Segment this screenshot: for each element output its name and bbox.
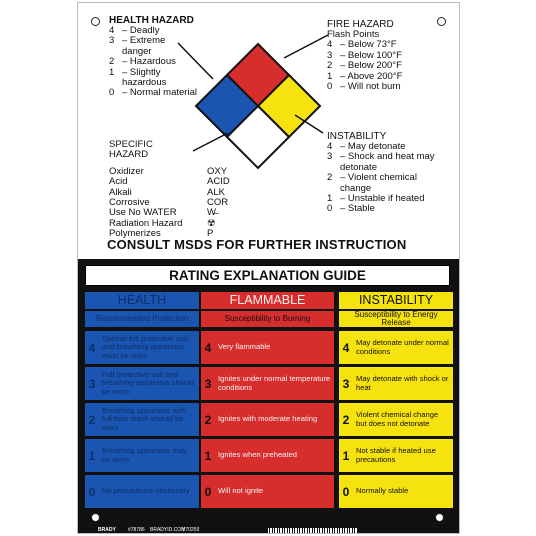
flammable-column-title: FLAMMABLE (201, 292, 334, 309)
flammable-column-header (201, 292, 334, 327)
specific-hazard-section (109, 140, 249, 240)
instability-list (327, 142, 447, 215)
mount-hole-bottom-left (91, 513, 100, 522)
instability-item: 1 – Unstable if heated (327, 193, 425, 205)
flash-points-label: Flash Points (327, 29, 380, 40)
fire-hazard-title: FIRE HAZARD (327, 19, 394, 30)
flammable-row: 2 Ignites with moderate heating (201, 403, 334, 436)
sign-footer (78, 526, 460, 534)
instability-row: 4 May detonate under normal conditions (339, 331, 453, 364)
instability-title: INSTABILITY (327, 131, 387, 142)
specific-hazard-title-line1: SPECIFIC (109, 139, 153, 150)
fire-hazard-item: 2 – Below 200°F (327, 60, 402, 72)
specific-hazard-row: Use No WATER W̶ (109, 207, 216, 219)
instability-row: 3 May detonate with shock or heat (339, 367, 453, 400)
specific-hazard-row: Acid ACID (109, 176, 230, 188)
consult-msds-heading: CONSULT MSDS FOR FURTHER INSTRUCTION (107, 237, 407, 252)
flammable-row: 3 Ignites under normal temperature conditions (201, 367, 334, 400)
instability-item: 2 – Violent chemical change (327, 172, 417, 194)
mount-hole-bottom-right (435, 513, 444, 522)
specific-hazard-row: Corrosive COR (109, 197, 229, 209)
specific-hazard-row: Alkali ALK (109, 186, 225, 198)
health-row: 0 No precautions necessary (85, 475, 199, 508)
specific-hazard-row: Polymerizes P (109, 228, 214, 240)
health-hazard-item: 1 – Slightly hazardous (109, 66, 167, 89)
specific-hazard-title-line2: HAZARD (109, 149, 149, 161)
health-row: 1 Breathing apparatus may be worn (85, 439, 199, 472)
specific-hazard-row: Radiation Hazard ☢ (109, 217, 216, 229)
health-hazard-item: 4 – Deadly (109, 25, 160, 36)
health-row: 3 Full protective suit and breathing apparatus should be worn (85, 367, 199, 400)
instability-row: 0 Normally stable (339, 475, 453, 508)
instability-column-subtitle: Susceptibility to Energy Release (339, 311, 453, 327)
guide-title: RATING EXPLANATION GUIDE (85, 265, 450, 286)
health-row: 2 Breathing apparatus with full face mask should be worn (85, 403, 199, 436)
health-column-title: HEALTH (85, 292, 199, 309)
fire-hazard-item: 3 – Below 100°F (327, 49, 402, 61)
instability-column-header (339, 292, 453, 327)
specific-hazard-row: Oxidizer OXY (109, 165, 228, 177)
fire-hazard-item: 0 – Will not burn (327, 81, 401, 93)
flammable-row: 0 Will not ignite (201, 475, 334, 508)
instability-row: 1 Not stable if heated use precautions (339, 439, 453, 472)
instability-item: 4 – May detonate (327, 141, 406, 152)
health-column-header (85, 292, 199, 327)
health-hazard-item: 3 – Extreme danger (109, 35, 166, 57)
health-hazard-item: 2 – Hazardous (109, 56, 176, 68)
brady-logo: BRADY (98, 527, 116, 533)
fire-hazard-item: 4 – Below 73°F (327, 39, 397, 51)
instability-item: 3 – Shock and heat may detonate (327, 151, 435, 173)
health-row: 4 Special full protective suit and breathing apparatus must be worn (85, 331, 199, 364)
instability-section (327, 131, 447, 215)
instability-row: 2 Violent chemical change but does not detonate (339, 403, 453, 436)
nfpa-sign (77, 2, 460, 534)
instability-column-title: INSTABILITY (339, 292, 453, 309)
flammable-row: 1 Ignites when preheated (201, 439, 334, 472)
health-hazard-item: 0 – Normal material (109, 87, 197, 99)
part-number: #78786 (128, 527, 145, 533)
fire-hazard-item: 1 – Above 200°F (327, 70, 403, 82)
product-code: Y70259 (182, 527, 200, 533)
rating-explanation-guide (78, 259, 460, 534)
website: BRADYID.COM (150, 527, 186, 533)
health-column-subtitle: Recommended Protection (85, 311, 199, 327)
specific-hazard-codes (109, 167, 249, 240)
flammable-row: 4 Very flammable (201, 331, 334, 364)
barcode-icon (268, 528, 358, 533)
health-hazard-title: HEALTH HAZARD (109, 15, 194, 26)
instability-item: 0 – Stable (327, 203, 375, 215)
flammable-column-subtitle: Susceptibility to Burning (201, 311, 334, 327)
